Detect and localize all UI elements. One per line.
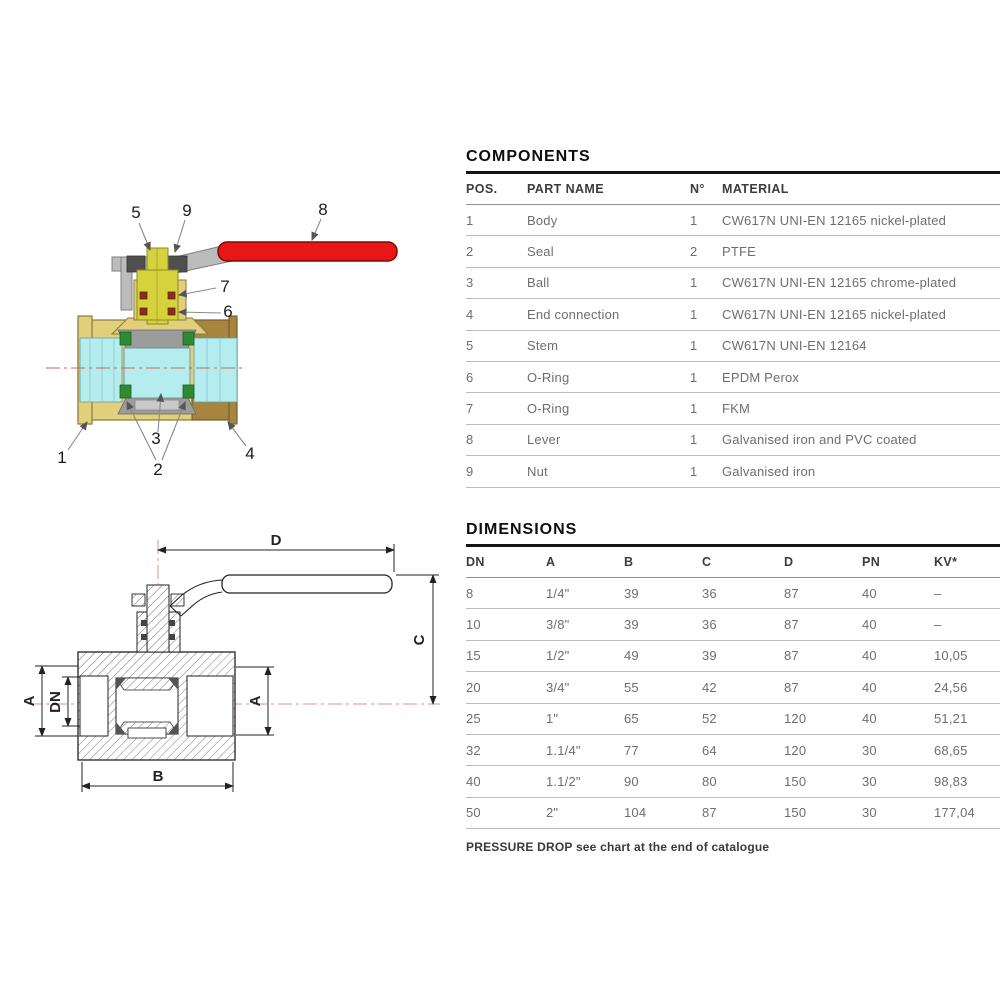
dimensions-table-body [466,578,1000,829]
dimensions-cell-pn: 40 [862,585,877,601]
components-row [466,205,1000,236]
components-cell-partname: Stem [527,338,559,354]
dimensions-cell-a: 2" [546,805,559,821]
dimensions-cell-dn: 25 [466,711,481,727]
callout-6: 6 [223,302,233,321]
components-cell-qty: 1 [690,275,698,291]
components-header-partname: PART NAME [527,182,604,196]
dimensions-cell-d: 120 [784,711,807,727]
dimensions-cell-d: 87 [784,648,799,664]
dimensions-row [466,641,1000,672]
components-cell-pos: 2 [466,244,474,260]
dimensions-row [466,609,1000,640]
dimensions-header-row [466,547,1000,578]
components-header-row [466,174,1000,205]
left-port-bore [80,338,122,402]
components-cell-qty: 1 [690,369,698,385]
components-row [466,268,1000,299]
dimensions-cell-b: 90 [624,774,639,790]
oring-lower-left [140,308,147,315]
components-cell-material: CW617N UNI-EN 12165 nickel-plated [722,306,947,322]
dimensions-cell-pn: 40 [862,617,877,633]
components-cell-pos: 3 [466,275,474,291]
dimensions-cell-c: 36 [702,617,717,633]
oring-upper-left [140,292,147,299]
dimensions-cell-a: 1/4" [546,585,570,601]
dimensions-cell-kv: 177,04 [934,805,975,821]
components-row [466,331,1000,362]
callout-3: 3 [151,429,161,448]
drawing-lever [170,575,392,616]
callout-9: 9 [182,201,192,220]
components-row [466,456,1000,487]
components-cell-material: CW617N UNI-EN 12165 chrome-plated [722,275,957,291]
components-cell-partname: Lever [527,432,561,448]
dimensions-cell-d: 150 [784,774,807,790]
dimensions-cell-kv: – [934,585,942,601]
dim-label-a-right: A [247,695,264,707]
components-cell-partname: O-Ring [527,401,570,417]
valve-dimension-drawing [20,532,450,807]
dimensions-cell-c: 87 [702,805,717,821]
components-cell-material: PTFE [722,244,757,260]
components-cell-partname: End connection [527,306,620,322]
dimensions-cell-a: 3/4" [546,679,570,695]
dimensions-cell-pn: 40 [862,711,877,727]
seal-top-right [183,332,194,345]
dimensions-cell-kv: 98,83 [934,774,968,790]
dimensions-cell-b: 104 [624,805,647,821]
components-cell-partname: Body [527,212,558,228]
dimensions-header-a: A [546,555,556,569]
seal-bottom-right [183,385,194,398]
dimensions-cell-d: 87 [784,617,799,633]
components-cell-pos: 6 [466,369,474,385]
dimensions-row [466,704,1000,735]
dimensions-header-b: B [624,555,634,569]
components-cell-material: Galvanised iron and PVC coated [722,432,917,448]
dimensions-cell-a: 1/2" [546,648,570,664]
drawing-body [78,652,235,760]
components-section [466,148,1000,488]
callout-4: 4 [245,444,255,463]
components-cell-pos: 7 [466,401,474,417]
right-port-bore [194,338,237,402]
dimensions-row [466,672,1000,703]
dimensions-cell-b: 39 [624,585,639,601]
dimensions-cell-dn: 50 [466,805,481,821]
seal-bottom-left [120,385,131,398]
dim-label-d: D [270,532,282,549]
dimensions-cell-kv: 68,65 [934,742,968,758]
dimensions-cell-b: 77 [624,742,639,758]
dimensions-row [466,798,1000,829]
components-row [466,393,1000,424]
dimensions-cell-dn: 15 [466,648,481,664]
components-cell-material: CW617N UNI-EN 12165 nickel-plated [722,212,947,228]
dimensions-cell-a: 1.1/2" [546,774,581,790]
dimensions-cell-d: 120 [784,742,807,758]
dimensions-cell-b: 49 [624,648,639,664]
components-cell-pos: 5 [466,338,474,354]
components-row [466,236,1000,267]
components-cell-material: Galvanised iron [722,463,816,479]
oring-lower-right [168,308,175,315]
components-cell-qty: 1 [690,432,698,448]
dim-label-dn: DN [47,691,64,713]
dimensions-cell-dn: 32 [466,742,481,758]
dimensions-cell-dn: 40 [466,774,481,790]
dimensions-cell-a: 1" [546,711,559,727]
components-cell-pos: 9 [466,463,474,479]
dimensions-cell-dn: 10 [466,617,481,633]
dimensions-cell-kv: 24,56 [934,679,968,695]
dimensions-cell-dn: 20 [466,679,481,695]
dimensions-cell-c: 39 [702,648,717,664]
components-header-material: MATERIAL [722,182,789,196]
components-cell-partname: Nut [527,463,548,479]
dimensions-title: DIMENSIONS [466,521,578,538]
lever-grip [218,242,397,261]
dimensions-cell-c: 36 [702,585,717,601]
dimensions-header-d: D [784,555,794,569]
callout-1: 1 [57,448,67,467]
callout-2: 2 [153,460,163,479]
dim-label-a-left: A [21,695,38,707]
dimensions-cell-c: 42 [702,679,717,695]
components-cell-partname: Seal [527,244,554,260]
components-cell-qty: 1 [690,338,698,354]
oring-upper-right [168,292,175,299]
dimensions-cell-kv: – [934,617,942,633]
components-cell-partname: O-Ring [527,369,570,385]
components-cell-material: CW617N UNI-EN 12164 [722,338,867,354]
components-table-body [466,205,1000,488]
dimensions-cell-c: 80 [702,774,717,790]
components-header-qty: N° [690,182,705,196]
callout-8: 8 [318,200,328,219]
dimensions-header-c: C [702,555,712,569]
dimensions-cell-b: 65 [624,711,639,727]
components-cell-partname: Ball [527,275,550,291]
dimensions-cell-pn: 30 [862,805,877,821]
valve-cutaway-figure [32,192,447,492]
dimensions-section [466,521,1000,854]
seal-top-left [120,332,131,345]
components-row [466,425,1000,456]
dim-label-c: C [411,634,428,646]
callout-5: 5 [131,203,141,222]
components-cell-qty: 1 [690,306,698,322]
callout-7: 7 [220,277,230,296]
dimensions-cell-kv: 51,21 [934,711,968,727]
components-title: COMPONENTS [466,148,591,165]
dimensions-cell-d: 150 [784,805,807,821]
dimensions-cell-kv: 10,05 [934,648,968,664]
components-cell-qty: 1 [690,463,698,479]
dimensions-row [466,766,1000,797]
dimensions-row [466,578,1000,609]
components-cell-pos: 4 [466,306,474,322]
components-cell-qty: 1 [690,212,698,228]
dimensions-cell-dn: 8 [466,585,474,601]
components-row [466,299,1000,330]
dimensions-cell-d: 87 [784,679,799,695]
dimensions-cell-pn: 30 [862,742,877,758]
dimensions-header-pn: PN [862,555,881,569]
dimensions-cell-pn: 30 [862,774,877,790]
ball-bottom-insert [135,400,179,410]
dimensions-cell-c: 52 [702,711,717,727]
components-cell-material: FKM [722,401,751,417]
components-header-pos: POS. [466,182,498,196]
dimensions-cell-d: 87 [784,585,799,601]
drawing-stem [132,585,184,652]
dim-label-b: B [152,768,164,785]
components-cell-qty: 2 [690,244,698,260]
components-cell-material: EPDM Perox [722,369,800,385]
dimensions-cell-a: 3/8" [546,617,570,633]
dimensions-cell-pn: 40 [862,679,877,695]
components-cell-pos: 8 [466,432,474,448]
components-cell-qty: 1 [690,401,698,417]
dimensions-cell-pn: 40 [862,648,877,664]
dimensions-header-kv: KV* [934,555,958,569]
dimensions-cell-b: 55 [624,679,639,695]
pressure-drop-note: PRESSURE DROP see chart at the end of catalogue [466,840,770,855]
dimensions-row [466,735,1000,766]
components-cell-pos: 1 [466,212,474,228]
dimensions-cell-c: 64 [702,742,717,758]
components-row [466,362,1000,393]
ball-bore [124,348,190,398]
dimensions-cell-b: 39 [624,617,639,633]
dimensions-cell-a: 1.1/4" [546,742,581,758]
dimensions-header-dn: DN [466,555,485,569]
